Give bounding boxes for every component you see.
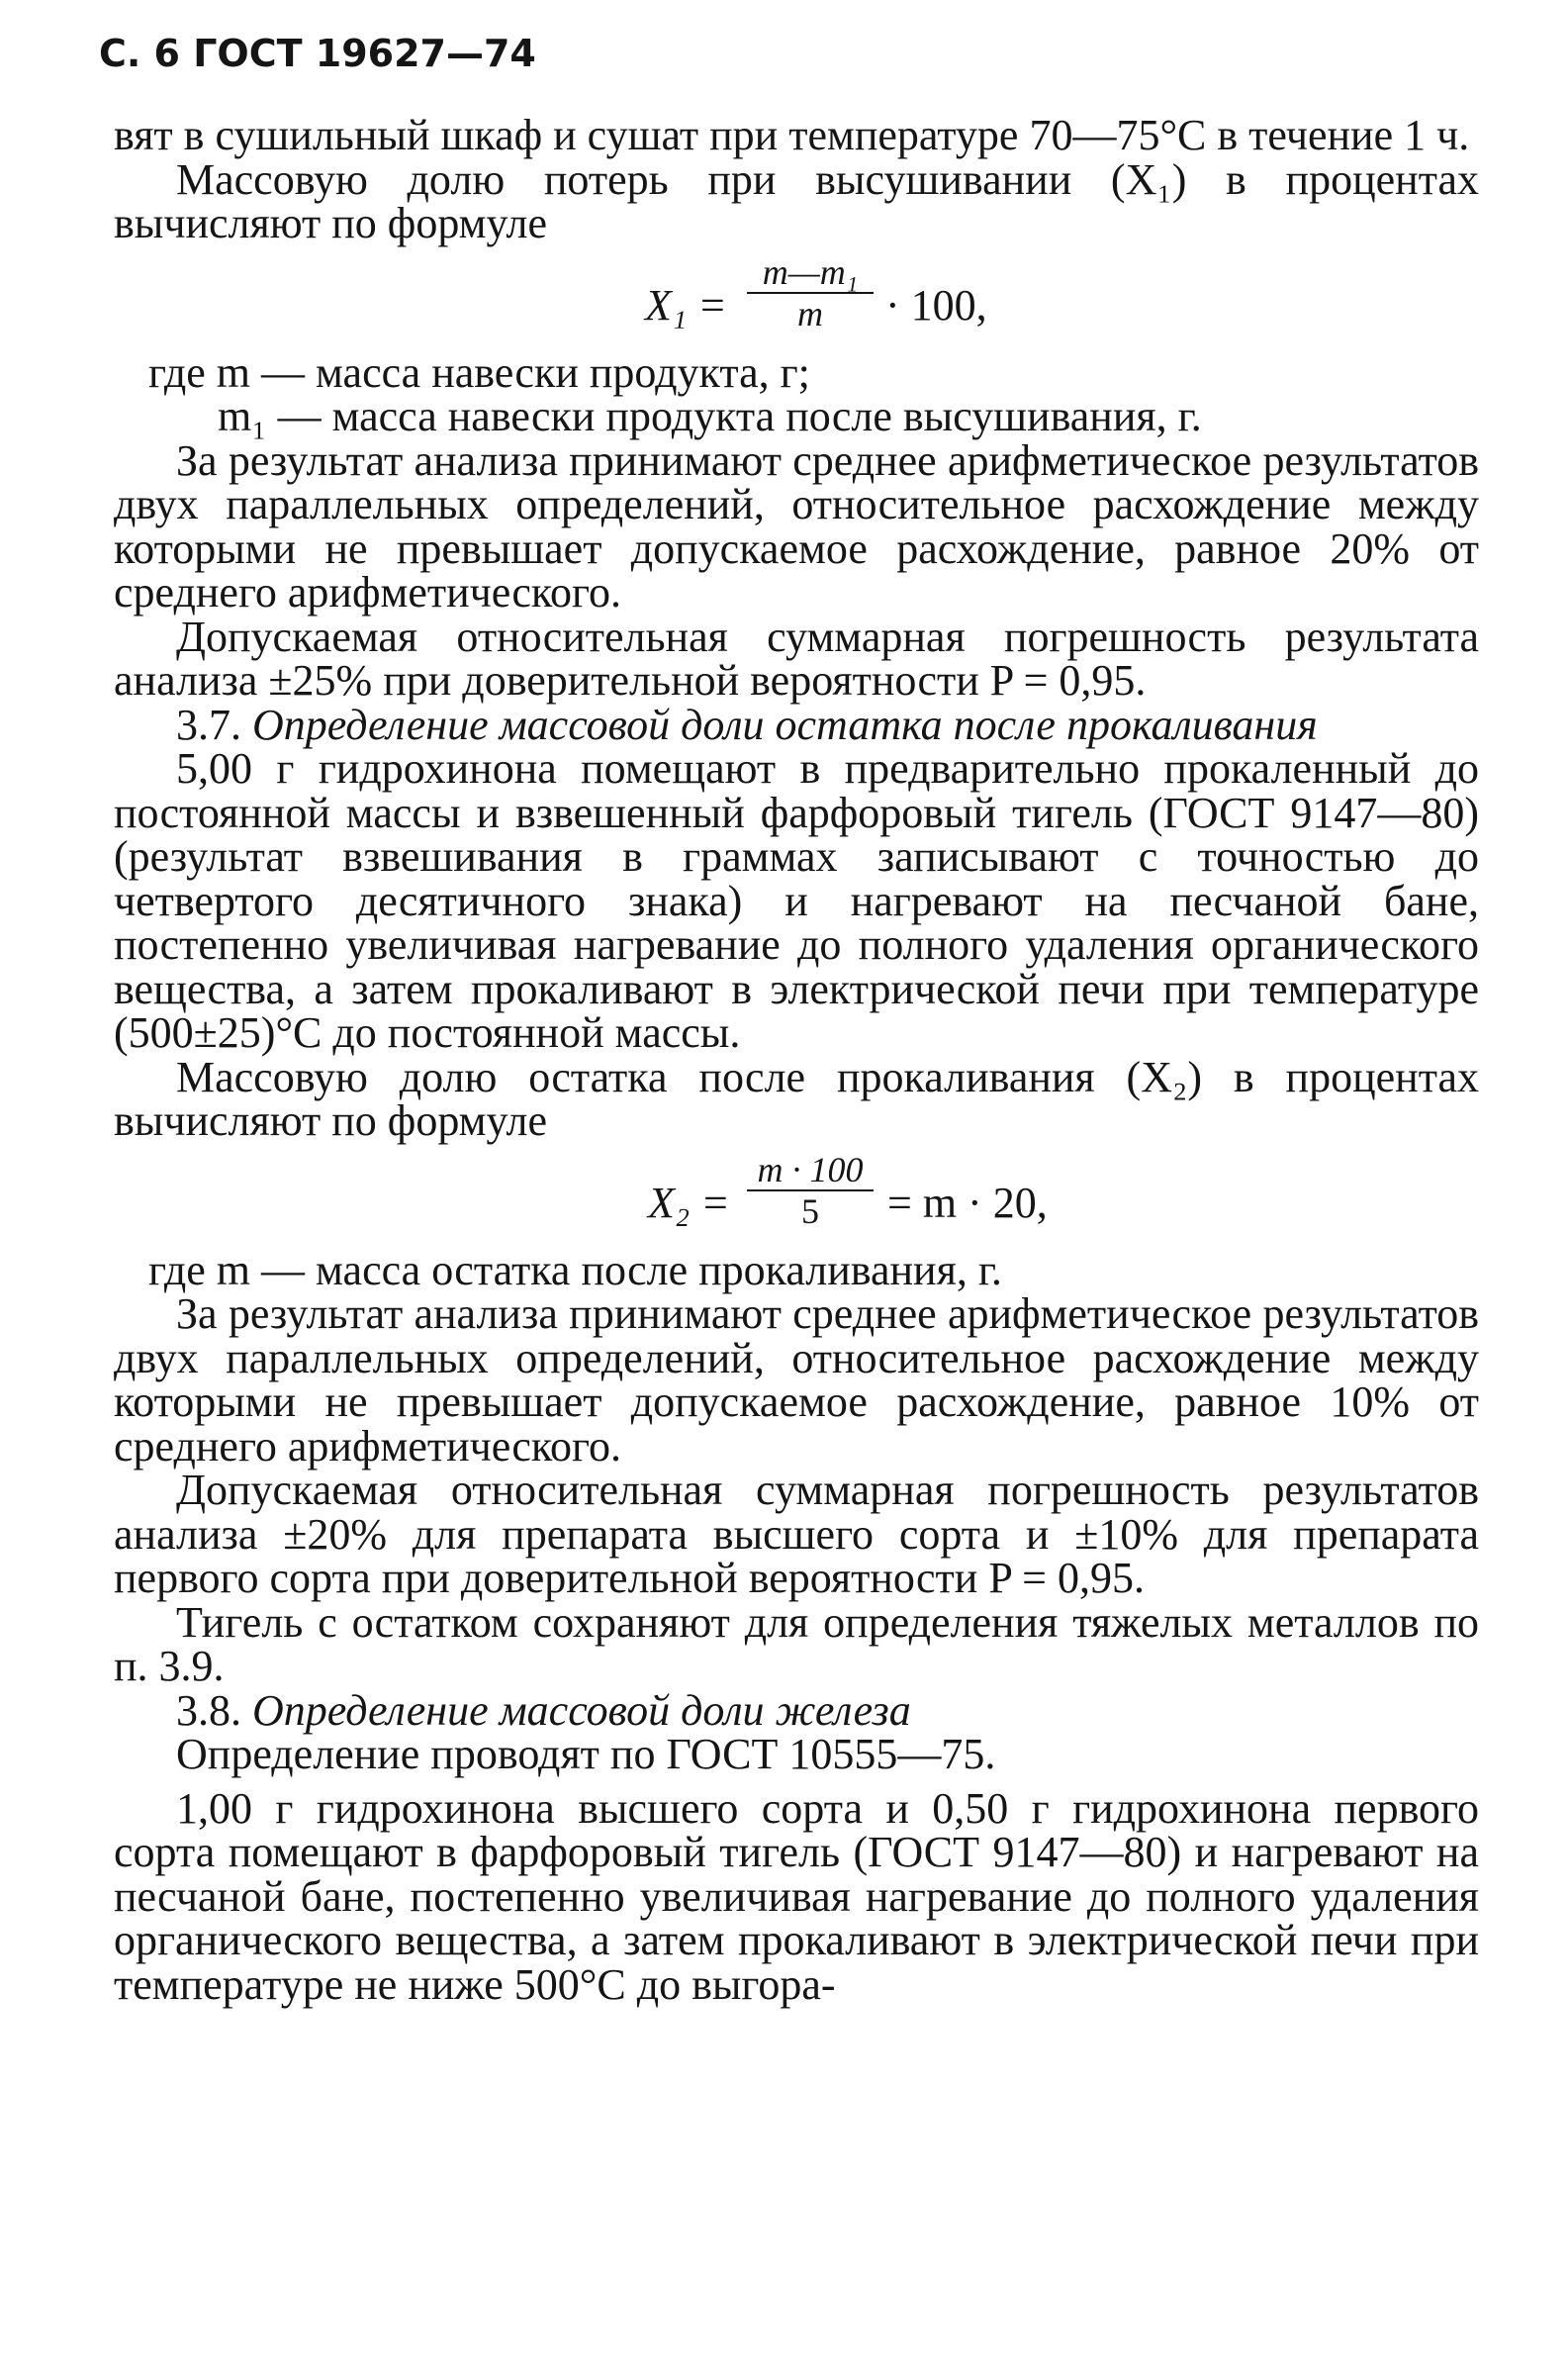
formula-x2-lhs: X₂ = xyxy=(648,1178,730,1227)
paragraph-standard-ref: Определение проводят по ГОСТ 10555—75. xyxy=(176,1730,996,1778)
formula-x1-rhs: · 100, xyxy=(885,280,987,330)
paragraph-result-1: За результат анализа принимают среднее арифметическое результатов двух параллельных определений, относительное расхождение между которыми не превышает допускаемое расхождение, равное 20% от среднего арифметического. xyxy=(114,435,1479,616)
paragraph-result-2: За результат анализа принимают среднее арифметическое результатов двух параллельных определений, относительное расхождение между которыми не превышает допускаемое расхождение, равное 10% от среднего арифметического. xyxy=(114,1289,1479,1470)
definition-m-residue: где m — масса остатка после прокаливания, г. xyxy=(148,1245,1002,1294)
definition-m1: m₁ — масса навески продукта после высушивания, г. xyxy=(218,392,1202,440)
paragraph-error-2: Допускаемая относительная суммарная погрешность результатов анализа ±20% для препарата высшего сорта и ±10% для препарата первого сорта при доверительной вероятности P = 0,95. xyxy=(114,1466,1479,1602)
formula-x1-lhs: X₁ = xyxy=(645,280,727,330)
paragraph-continuation: вят в сушильный шкаф и сушат при температуре 70—75°С в течение 1 ч. xyxy=(114,111,1470,159)
paragraph-crucible-note: Тигель с остатком сохраняют для определения тяжелых металлов по п. 3.9. xyxy=(114,1597,1479,1690)
section-heading-3-8 xyxy=(114,1685,1479,1735)
definition-m: где m — масса навески продукта, г; xyxy=(148,347,810,397)
section-heading-3-7 xyxy=(114,700,1479,749)
section-number-3-7: 3.7. xyxy=(176,700,241,749)
paragraph-error-1: Допускаемая относительная суммарная погрешность результата анализа ±25% при доверительной вероятности P = 0,95. xyxy=(114,612,1479,705)
formula-x1-denominator: m xyxy=(797,293,823,333)
formula-x2-denominator: 5 xyxy=(801,1190,819,1231)
page-header: С. 6 ГОСТ 19627—74 xyxy=(99,32,536,75)
formula-x1-fraction xyxy=(747,252,874,333)
formula-x1-numerator: m—m₁ xyxy=(762,251,859,292)
paragraph-procedure-ash: 5,00 г гидрохинона помещают в предварительно прокаленный до постоянной массы и взвешенный фарфоровый тигель (ГОСТ 9147—80) (результат взвешивания в граммах записывают с точностью до четвертого десятичного знака) и нагревают на песчаной бане, постепенно увеличивая нагревание до полного удаления органического вещества, а затем прокаливают в электрической печи при температуре (500±25)°С до постоянной массы. xyxy=(114,744,1479,1057)
formula-x2 xyxy=(114,1150,1479,1245)
document-body xyxy=(114,111,1479,2009)
formula-x1 xyxy=(114,252,1479,347)
paragraph-formula-intro-1: Массовую долю потерь при высушивании (X₁) в процентах вычисляют по формуле xyxy=(114,154,1479,247)
section-title-3-8: Определение массовой доли железа xyxy=(252,1685,911,1735)
formula-x2-numerator: m · 100 xyxy=(757,1149,864,1189)
section-number-3-8: 3.8. xyxy=(176,1685,241,1735)
paragraph-formula-intro-2: Массовую долю остатка после прокаливания (X₂) в процентах вычисляют по формуле xyxy=(114,1052,1479,1145)
paragraph-procedure-iron: 1,00 г гидрохинона высшего сорта и 0,50 г гидрохинона первого сорта помещают в фарфоровый тигель (ГОСТ 9147—80) и нагревают на песчаной бане, постепенно увеличивая нагревание до полного удаления органического вещества, а затем прокаливают в электрической печи при температуре не ниже 500°С до выгора- xyxy=(114,1783,1479,2009)
section-title-3-7: Определение массовой доли остатка после прокаливания xyxy=(252,700,1318,749)
formula-x2-fraction xyxy=(747,1150,874,1231)
formula-x2-rhs: = m · 20, xyxy=(887,1178,1048,1227)
